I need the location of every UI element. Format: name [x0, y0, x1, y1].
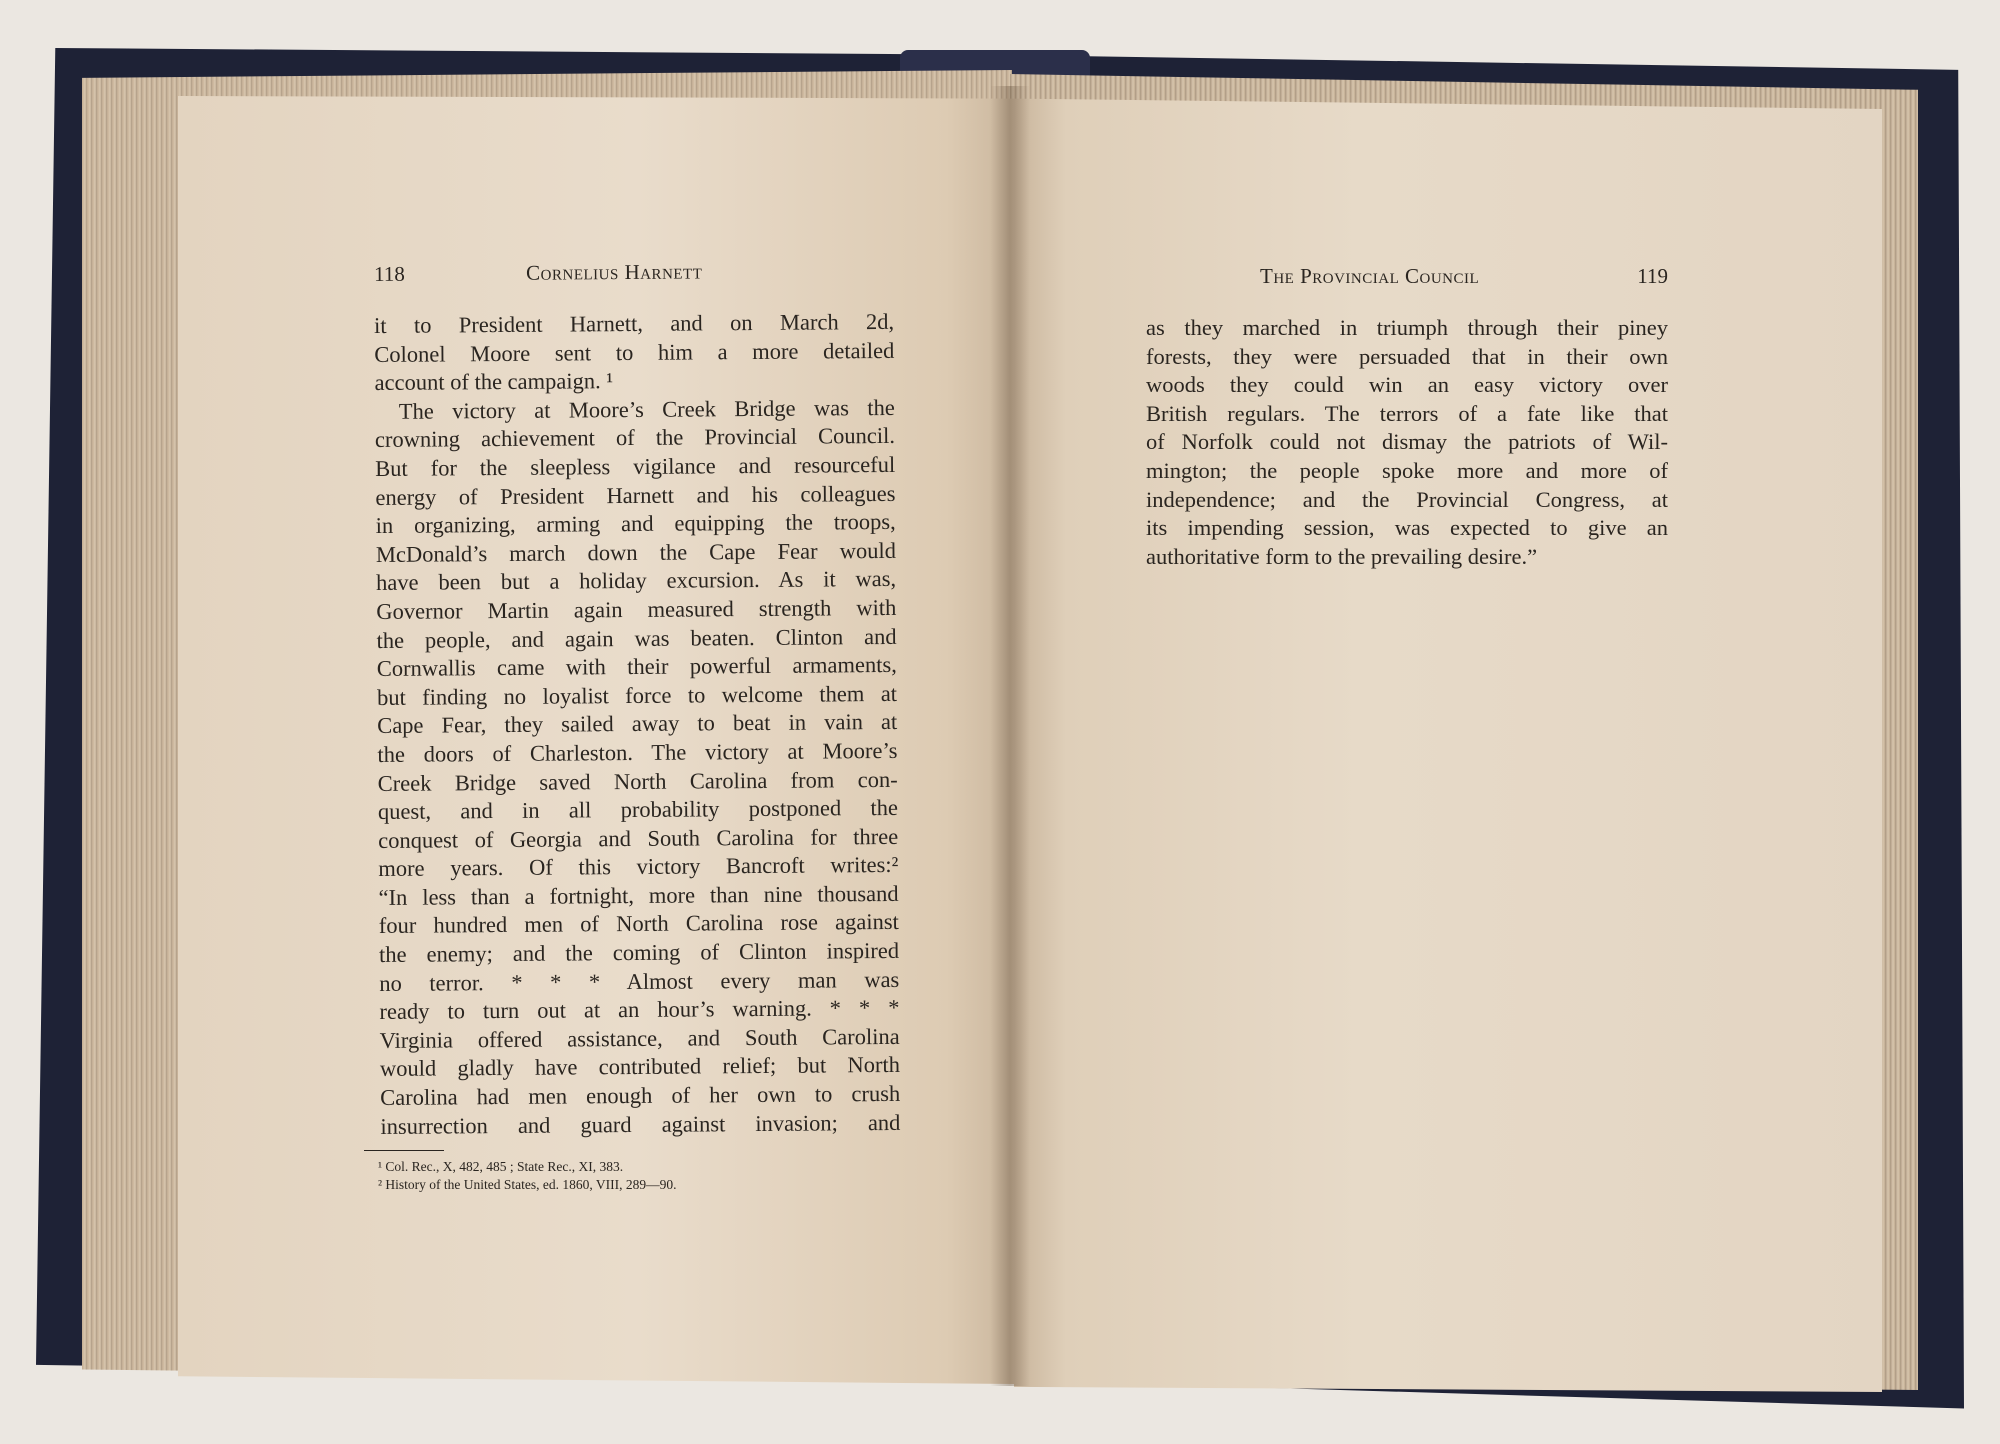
text-line: no terror. * * * Almost every man was: [379, 966, 900, 996]
left-page-number: 118: [374, 261, 405, 286]
footnote-2: ² History of the United States, ed. 1860, VIII, 289—90.: [378, 1177, 677, 1192]
text-line: have been but a holiday excursion. As it was,: [376, 566, 897, 596]
text-line: McDonald’s march down the Cape Fear would: [375, 537, 896, 567]
text-line: in organizing, arming and equipping the troops,: [375, 509, 896, 539]
text-line: of Norfolk could not dismay the patriots of Wil-: [1146, 429, 1668, 455]
text-line: but finding no loyalist force to welcome them at: [376, 680, 898, 710]
text-line: Cornwallis came with their powerful armaments,: [376, 652, 897, 682]
text-line: Colonel Moore sent to him a more detailed: [374, 337, 895, 367]
text-line: quest, and in all probability postponed the: [377, 794, 899, 825]
gutter-shadow: [990, 86, 1030, 1386]
text-line: would gladly have contributed relief; but North: [379, 1052, 901, 1082]
text-line: woods they could win an easy victory over: [1146, 372, 1668, 398]
right-body-text: [1146, 314, 1668, 571]
text-line: Cape Fear, they sailed away to beat in vain at: [377, 709, 898, 739]
text-line: independence; and the Provincial Congress, at: [1146, 486, 1668, 512]
text-line: The victory at Moore’s Creek Bridge was the: [398, 394, 895, 424]
left-body-text: [374, 308, 900, 1141]
text-line: Creek Bridge saved North Carolina from con-: [377, 766, 898, 796]
text-line: conquest of Georgia and South Carolina for three: [378, 823, 899, 853]
text-line: Governor Martin again measured strength with: [376, 594, 897, 624]
text-line: But for the sleepless vigilance and resourceful: [375, 451, 896, 481]
text-line: “In less than a fortnight, more than nine thousand: [378, 880, 899, 910]
left-running-title: Cornelius Harnett: [525, 259, 703, 285]
footnotes: [378, 1158, 798, 1194]
text-line: Virginia offered assistance, and South Carolina: [379, 1023, 900, 1053]
text-line: insurrection and guard against invasion; and: [380, 1109, 901, 1139]
right-page-number: 119: [1637, 264, 1668, 288]
right-running-head: [1146, 264, 1668, 294]
text-line: more years. Of this victory Bancroft writes:²: [378, 852, 899, 882]
text-line: the doors of Charleston. The victory at Moore’s: [377, 737, 898, 767]
text-line: four hundred men of North Carolina rose against: [378, 909, 899, 939]
footnote-rule: [364, 1150, 444, 1151]
text-line: ready to turn out at an hour’s warning. * * *: [379, 995, 900, 1025]
text-line: authoritative form to the prevailing desire.”: [1146, 543, 1538, 569]
text-line: crowning achievement of the Provincial Council.: [374, 423, 896, 453]
text-line: its impending session, was expected to give an: [1146, 515, 1668, 541]
footnote-1: ¹ Col. Rec., X, 482, 485 ; State Rec., XI, 383.: [378, 1159, 624, 1174]
text-line: mington; the people spoke more and more of: [1146, 457, 1668, 483]
text-line: forests, they were persuaded that in their own: [1146, 343, 1668, 369]
text-line: energy of President Harnett and his colleagues: [375, 480, 896, 510]
text-line: account of the campaign. ¹: [374, 368, 614, 396]
text-line: as they marched in triumph through their piney: [1146, 315, 1668, 340]
text-line: British regulars. The terrors of a fate like that: [1146, 400, 1668, 426]
left-running-head: [374, 258, 894, 292]
right-running-title: The Provincial Council: [1260, 264, 1480, 288]
text-line: it to President Harnett, and on March 2d,: [374, 308, 895, 338]
text-line: Carolina had men enough of her own to crush: [380, 1080, 901, 1111]
text-line: the enemy; and the coming of Clinton inspired: [378, 937, 900, 968]
text-line: the people, and again was beaten. Clinton and: [376, 623, 897, 653]
